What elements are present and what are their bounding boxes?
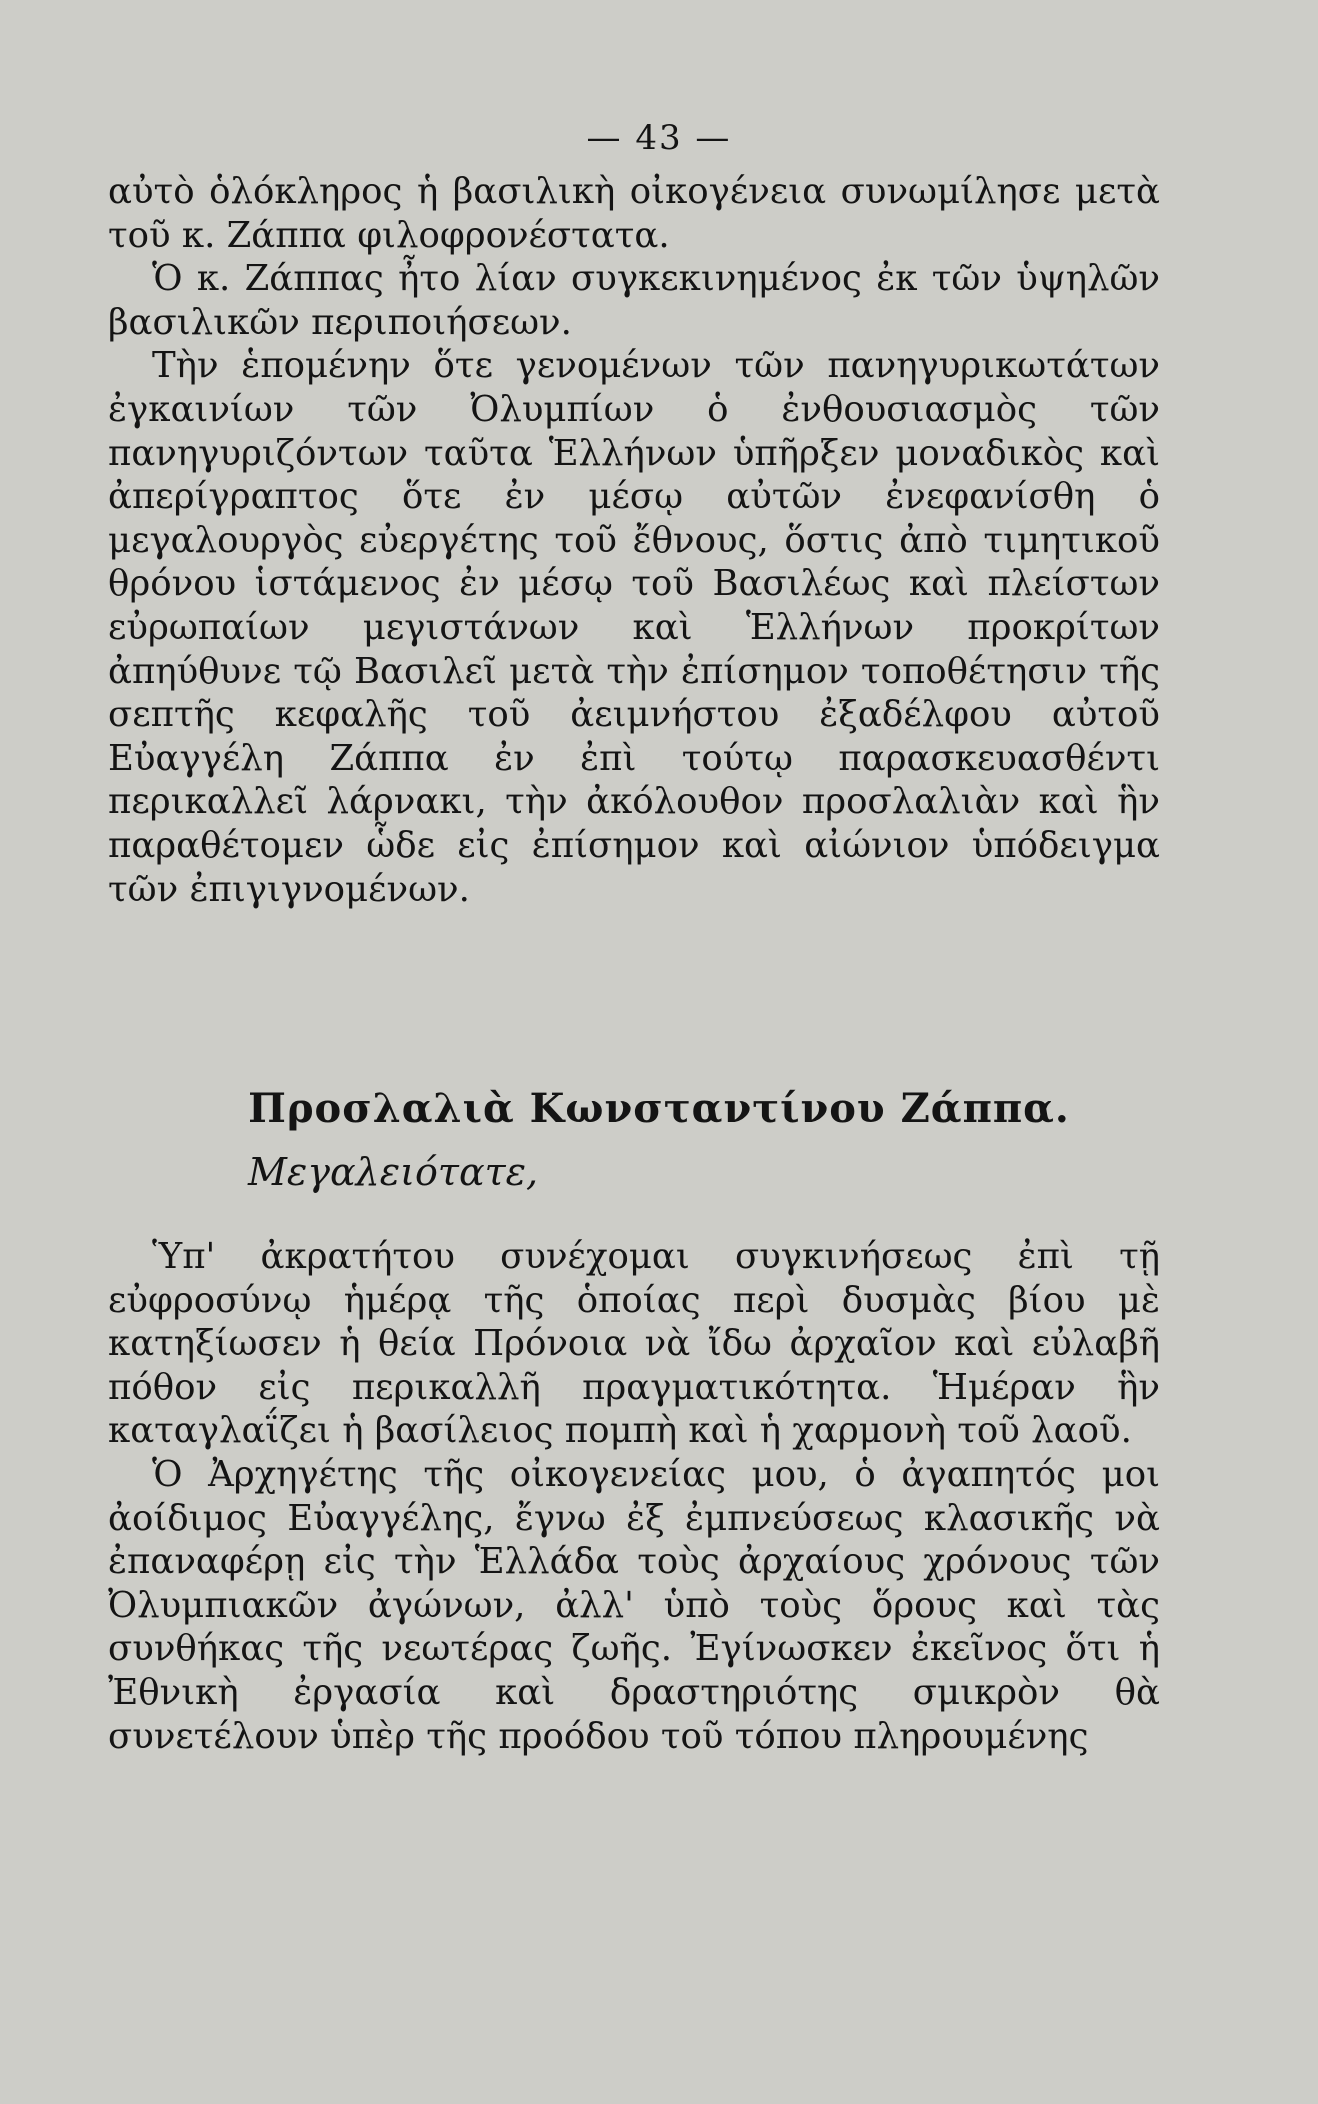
paragraph-olympics-inauguration: Τὴν ἑπομένην ὅτε γενομένων τῶν πανηγυρικωτάτων ἐγκαινίων τῶν Ὀλυμπίων ὁ ἐνθουσιασμὸς τῶν πανηγυριζόντων ταῦτα Ἑλλήνων ὑπῆρξεν μοναδικὸς καὶ ἀπερίγραπτος ὅτε ἐν μέσῳ αὐτῶν ἐνεφανίσθη ὁ μεγαλουργὸς εὐεργέτης τοῦ ἔθνους, ὅστις ἀπὸ τιμητικοῦ θρόνου ἱστάμενος ἐν μέσῳ τοῦ Βασιλέως καὶ πλείστων εὐρωπαίων μεγιστάνων καὶ Ἑλλήνων προκρίτων ἀπηύθυνε τῷ Βασιλεῖ μετὰ τὴν ἐπίσημον τοποθέτησιν τῆς σεπτῆς κεφαλῆς τοῦ ἀειμνήστου ἐξαδέλφου αὐτοῦ Εὐαγγέλη Ζάππα ἐν ἐπὶ τούτῳ παρασκευασθέντι περικαλλεῖ λάρνακι, τὴν ἀκόλουθον προσλαλιὰν καὶ ἣν παραθέτομεν ὧδε εἰς ἐπίσημον καὶ αἰώνιον ὑπόδειγμα τῶν ἐπιγιγνομένων. <box>108 345 1160 910</box>
page-number: — 43 — <box>586 118 732 158</box>
speech-heading: Προσλαλιὰ Κωνσταντίνου Ζάππα. <box>248 1085 1070 1132</box>
paragraph-continued: αὐτὸ ὁλόκληρος ἡ βασιλικὴ οἰκογένεια συνωμίλησε μετὰ τοῦ κ. Ζάππα φιλοφρονέστατα. <box>108 171 1160 256</box>
paragraph-zappas-moved: Ὁ κ. Ζάππας ἦτο λίαν συγκεκινημένος ἐκ τῶν ὑψηλῶν βασιλικῶν περιποιήσεων. <box>108 258 1160 343</box>
speech-paragraph-1: Ὑπ' ἀκρατήτου συνέχομαι συγκινήσεως ἐπὶ τῇ εὐφροσύνῳ ἡμέρᾳ τῆς ὁποίας περὶ δυσμὰς βίου μὲ κατηξίωσεν ἡ θεία Πρόνοια νὰ ἴδω ἀρχαῖον καὶ εὐλαβῆ πόθον εἰς περικαλλῆ πραγματικότητα. Ἡμέραν ἣν καταγλαΐζει ἡ βασίλειος πομπὴ καὶ ἡ χαρμονὴ τοῦ λαοῦ. <box>108 1236 1160 1452</box>
speech-body <box>108 1235 1160 1758</box>
speech-salutation: Μεγαλειότατε, <box>248 1150 539 1194</box>
speech-paragraph-2: Ὁ Ἀρχηγέτης τῆς οἰκογενείας μου, ὁ ἀγαπητός μοι ἀοίδιμος Εὐαγγέλης, ἔγνω ἐξ ἐμπνεύσεως κλασικῆς νὰ ἐπαναφέρῃ εἰς τὴν Ἑλλάδα τοὺς ἀρχαίους χρόνους τῶν Ὀλυμπιακῶν ἀγώνων, ἀλλ' ὑπὸ τοὺς ὅρους καὶ τὰς συνθήκας τῆς νεωτέρας ζωῆς. Ἐγίνωσκεν ἐκεῖνος ὅτι ἡ Ἐθνικὴ ἐργασία καὶ δραστηριότης σμικρὸν θὰ συνετέλουν ὑπὲρ τῆς προόδου τοῦ τόπου πληρουμένης <box>108 1453 1160 1757</box>
body-text-upper <box>108 170 1160 911</box>
